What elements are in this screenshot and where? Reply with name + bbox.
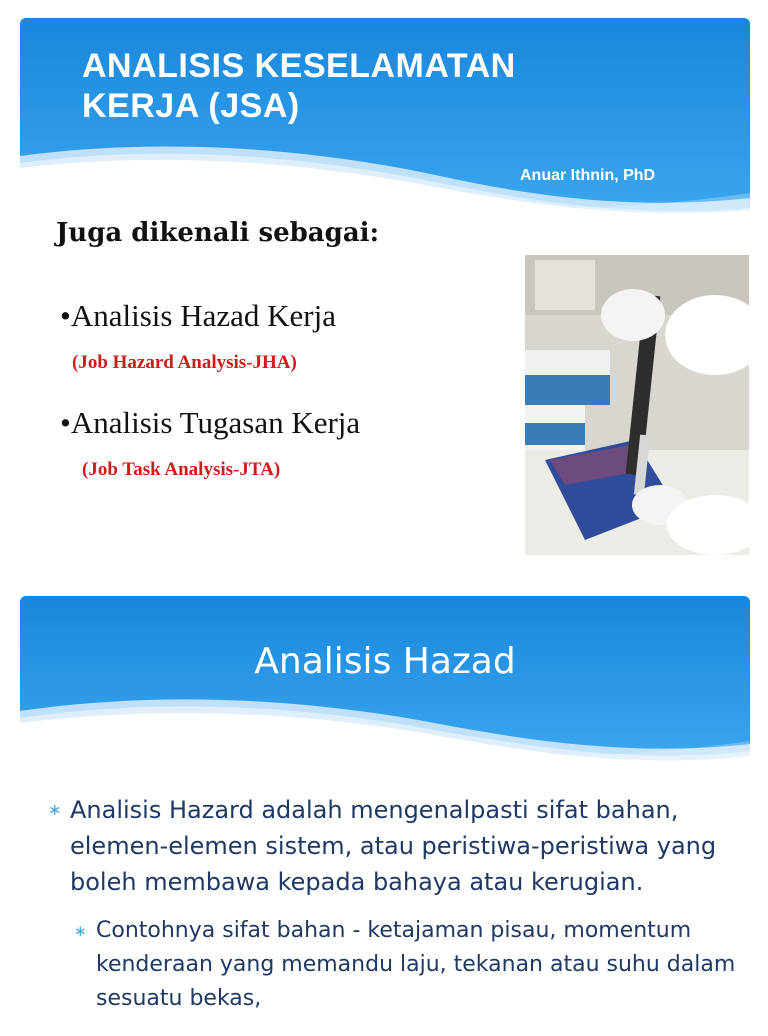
list-item: •Analisis Hazad Kerja xyxy=(60,298,336,333)
lab-photo xyxy=(525,255,749,555)
bullet-list xyxy=(48,792,738,1016)
asterisk-bullet-icon: ∗ xyxy=(74,922,87,940)
header-banner xyxy=(20,596,750,796)
bullet-item xyxy=(48,792,738,900)
slide-title: Analisis Hazad xyxy=(254,641,516,682)
slide-jsa xyxy=(20,18,750,574)
sub-bullet-text: Contohnya sifat bahan - ketajaman pisau, momentum kenderaan yang memandu laju, tekanan atau suhu dalam sesuatu bekas, xyxy=(96,918,736,1011)
bullet-text: Analisis Hazard adalah mengenalpasti sifat bahan, elemen-elemen sistem, atau peristiwa-peristiwa yang boleh membawa kepada bahaya atau kerugian. xyxy=(70,796,717,896)
list-item: •Analisis Tugasan Kerja xyxy=(60,405,361,440)
slide-title: ANALISIS KESELAMATAN KERJA (JSA) xyxy=(82,47,516,125)
author: Anuar Ithnin, PhD xyxy=(520,167,656,184)
slide-analisis-hazad xyxy=(20,596,750,1036)
asterisk-bullet-icon: ∗ xyxy=(48,800,62,819)
sub-bullet-item xyxy=(48,914,738,1016)
subtitle: Juga dikenali sebagai: xyxy=(56,218,380,248)
list-item-sub: (Job Task Analysis-JTA) xyxy=(82,459,281,480)
list-item-sub: (Job Hazard Analysis-JHA) xyxy=(72,352,297,373)
